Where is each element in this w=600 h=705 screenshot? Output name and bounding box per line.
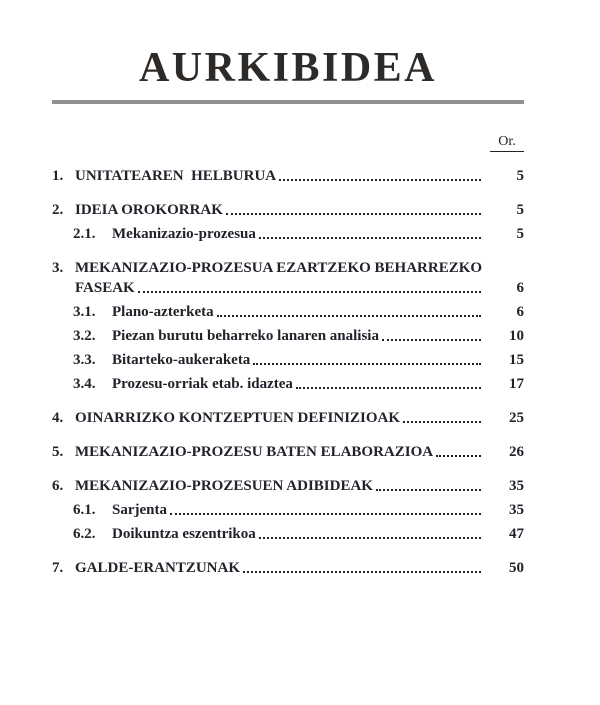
toc-entry: [52, 202, 524, 218]
toc-entry: [52, 376, 524, 392]
entry-label-line: [75, 260, 524, 276]
entry-body: [112, 502, 524, 518]
entry-page-number: 6: [516, 280, 524, 296]
toc-content: [0, 46, 600, 576]
entry-body: [112, 352, 524, 368]
entry-page-number: 26: [509, 444, 524, 460]
page-column-header-row: [52, 134, 524, 152]
entry-label-line: [75, 478, 524, 494]
entry-label-line: [112, 376, 524, 392]
entry-label-line: [112, 328, 524, 344]
leader-dots: [382, 339, 481, 341]
entry-body: [75, 260, 524, 296]
entry-page-number: 35: [509, 478, 524, 494]
entry-label-line: [75, 410, 524, 426]
toc-entry: [52, 168, 524, 184]
entry-number: 3.2.: [73, 328, 96, 344]
leader-dots: [259, 537, 481, 539]
entry-number: 4.: [52, 410, 64, 426]
entry-label-line: [75, 202, 524, 218]
leader-dots: [170, 513, 481, 515]
entry-body: [75, 202, 524, 218]
toc-entry: [52, 260, 524, 296]
entry-body: [112, 226, 524, 242]
entry-number: 6.: [52, 478, 64, 494]
entry-page-number: 17: [509, 376, 524, 392]
entry-body: [112, 526, 524, 542]
entry-body: [112, 328, 524, 344]
entry-number: 6.1.: [73, 502, 96, 518]
toc-entry: [52, 304, 524, 320]
page-title: AURKIBIDEA: [138, 45, 438, 91]
toc-entry: [52, 328, 524, 344]
entry-number: 3.3.: [73, 352, 96, 368]
leader-dots: [376, 489, 481, 491]
entry-label: Doikuntza eszentrikoa: [112, 526, 256, 542]
entry-label: GALDE-ERANTZUNAK: [75, 560, 241, 576]
entry-page-number: 5: [516, 226, 524, 242]
entry-page-number: 5: [516, 202, 524, 218]
entry-label-line: [112, 226, 524, 242]
entry-number: 3.4.: [73, 376, 96, 392]
entry-label: MEKANIZAZIO-PROZESU BATEN ELABORAZIOA: [75, 444, 434, 460]
title-rule: [52, 100, 524, 104]
leader-dots: [436, 455, 481, 457]
toc-list: [52, 168, 524, 576]
leader-dots: [296, 387, 481, 389]
entry-label: IDEIA OROKORRAK: [75, 202, 223, 218]
leader-dots: [253, 363, 481, 365]
leader-dots: [217, 315, 481, 317]
entry-label: MEKANIZAZIO-PROZESUA EZARTZEKO BEHARREZKO: [75, 260, 483, 276]
entry-number: 3.1.: [73, 304, 96, 320]
entry-body: [75, 478, 524, 494]
leader-dots: [243, 571, 481, 573]
entry-number: 6.2.: [73, 526, 96, 542]
entry-label: Sarjenta: [112, 502, 167, 518]
entry-label: Prozesu-orriak etab. idaztea: [112, 376, 293, 392]
leader-dots: [279, 179, 481, 181]
toc-entry: [52, 352, 524, 368]
entry-page-number: 6: [516, 304, 524, 320]
toc-entry: [52, 502, 524, 518]
entry-label: Plano-azterketa: [112, 304, 214, 320]
entry-page-number: 10: [509, 328, 524, 344]
entry-page-number: 25: [509, 410, 524, 426]
entry-label-line: [112, 304, 524, 320]
toc-entry: [52, 410, 524, 426]
entry-label-line: [75, 168, 524, 184]
entry-label-line: [112, 526, 524, 542]
entry-body: [75, 410, 524, 426]
entry-number: 5.: [52, 444, 64, 460]
entry-label-line: [112, 502, 524, 518]
entry-page-number: 15: [509, 352, 524, 368]
entry-number: 2.1.: [73, 226, 96, 242]
page-column-header: Or.: [490, 134, 524, 152]
leader-dots: [138, 291, 481, 293]
entry-number: 7.: [52, 560, 64, 576]
toc-entry: [52, 444, 524, 460]
entry-label-line: [75, 280, 524, 296]
toc-entry: [52, 526, 524, 542]
entry-page-number: 47: [509, 526, 524, 542]
leader-dots: [403, 421, 481, 423]
entry-body: [75, 444, 524, 460]
toc-entry: [52, 478, 524, 494]
entry-label: OINARRIZKO KONTZEPTUEN DEFINIZIOAK: [75, 410, 401, 426]
entry-label: UNITATEAREN HELBURUA: [75, 168, 277, 184]
entry-label: Bitarteko-aukeraketa: [112, 352, 251, 368]
entry-number: 3.: [52, 260, 64, 276]
toc-entry: [52, 560, 524, 576]
entry-body: [75, 168, 524, 184]
entry-label-line: [75, 444, 524, 460]
entry-body: [75, 560, 524, 576]
leader-dots: [226, 213, 481, 215]
entry-label: Piezan burutu beharreko lanaren analisia: [112, 328, 379, 344]
entry-label: Mekanizazio-prozesua: [112, 226, 256, 242]
entry-page-number: 50: [509, 560, 524, 576]
leader-dots: [259, 237, 481, 239]
entry-label-line: [112, 352, 524, 368]
entry-number: 2.: [52, 202, 64, 218]
entry-body: [112, 304, 524, 320]
entry-page-number: 5: [516, 168, 524, 184]
entry-label-line: [75, 560, 524, 576]
entry-number: 1.: [52, 168, 64, 184]
entry-label: FASEAK: [75, 280, 135, 296]
entry-body: [112, 376, 524, 392]
entry-page-number: 35: [509, 502, 524, 518]
entry-label: MEKANIZAZIO-PROZESUEN ADIBIDEAK: [75, 478, 373, 494]
toc-entry: [52, 226, 524, 242]
